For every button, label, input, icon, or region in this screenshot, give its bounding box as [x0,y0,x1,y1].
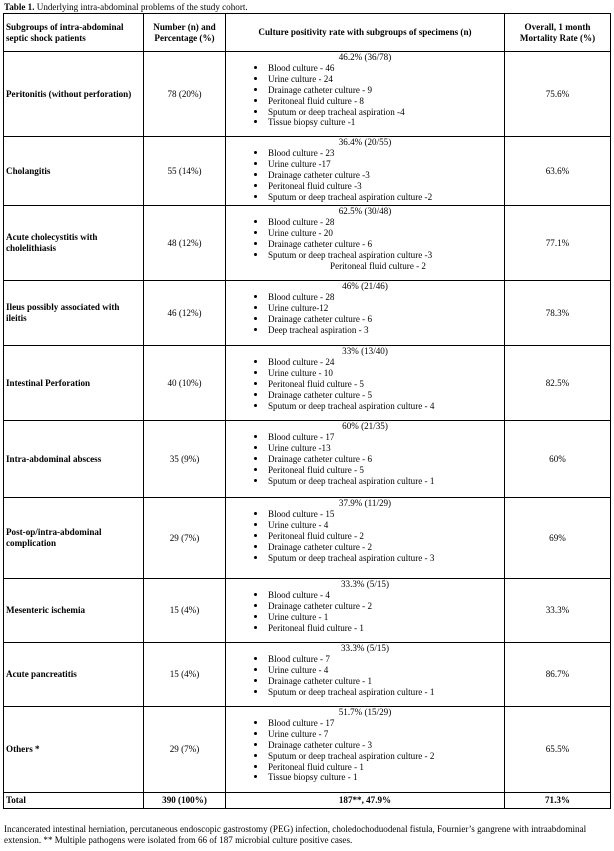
culture-item: Tissue biopsy culture -1 [254,117,502,128]
header-culture: Culture positivity rate with subgroups of specimens (n) [226,14,505,52]
total-number: 390 (100%) [144,793,226,809]
number-cell: 29 (7%) [144,707,226,793]
culture-item: Urine culture - 1 [254,612,502,623]
culture-item: Urine culture - 4 [254,520,502,531]
table-caption [4,2,248,13]
culture-rate: 60% (21/35) [342,421,388,431]
culture-rate: 33.3% (5/15) [341,579,389,589]
total-culture: 187**, 47.9% [226,793,505,809]
subgroup-cell: Cholangitis [4,137,144,206]
culture-item: Sputum or deep tracheal aspiration culture - 3 [254,553,502,564]
mortality-cell: 82.5% [505,346,611,421]
culture-list [228,292,502,336]
culture-item: Sputum or deep tracheal aspiration culture - 2 [254,751,502,762]
number-cell: 78 (20%) [144,52,226,137]
culture-list [228,148,502,203]
culture-item: Drainage catheter culture - 5 [254,390,502,401]
mortality-cell: 78.3% [505,281,611,346]
culture-item: Blood culture - 4 [254,590,502,601]
culture-item: Urine culture - 24 [254,74,502,85]
culture-item: Peritoneal fluid culture -3 [254,181,502,192]
table-row [4,206,611,281]
culture-rate: 62.5% (30/48) [338,206,392,216]
subgroup-cell: Intra-abdominal abscess [4,421,144,498]
culture-item-extra: Peritoneal fluid culture - 2 [330,260,426,271]
culture-item: Drainage catheter culture - 6 [254,239,502,250]
mortality-cell: 69% [505,498,611,579]
culture-item: Peritoneal fluid culture - 1 [254,762,502,773]
culture-item: Sputum or deep tracheal aspiration culture - 4 [254,401,502,412]
subgroup-cell: Ileus possibly associated with ileitis [4,281,144,346]
number-cell: 46 (12%) [144,281,226,346]
culture-item: Drainage catheter culture - 2 [254,542,502,553]
culture-item: Blood culture - 17 [254,432,502,443]
culture-item: Blood culture - 24 [254,357,502,368]
culture-rate: 51.7% (15/29) [338,707,392,717]
culture-cell [226,206,505,281]
table-row [4,498,611,579]
culture-list [228,654,502,698]
culture-rate: 33% (13/40) [342,346,388,356]
culture-item: Sputum or deep tracheal aspiration culture - 1 [254,687,502,698]
culture-list [228,718,502,783]
culture-rate: 46% (21/46) [342,281,388,291]
culture-item: Urine culture -17 [254,159,502,170]
mortality-cell: 75.6% [505,52,611,137]
culture-item: Blood culture - 17 [254,718,502,729]
culture-list [228,63,502,128]
table-row [4,421,611,498]
culture-item: Urine culture -13 [254,443,502,454]
subgroup-cell: Intestinal Perforation [4,346,144,421]
table-row [4,346,611,421]
total-row [4,793,611,809]
culture-item: Drainage catheter culture -3 [254,170,502,181]
total-mortality: 71.3% [505,793,611,809]
culture-item: Blood culture - 28 [254,217,502,228]
mortality-cell: 77.1% [505,206,611,281]
culture-item: Urine culture - 20 [254,228,502,239]
footnote: Incancerated intestinal herniation, percutaneous endoscopic gastrostomy (PEG) infection, choledochoduodenal fistula, Fournier’s gangrene with intraabdominal extension. ** Multiple pathogens were isolated from 66 of 187 microbial culture positive cases. [4,824,587,845]
culture-item: Urine culture - 7 [254,729,502,740]
table-row [4,643,611,707]
culture-item: Urine culture-12 [254,303,502,314]
culture-cell [226,281,505,346]
culture-cell [226,137,505,206]
culture-cell [226,643,505,707]
culture-item: Peritoneal fluid culture - 5 [254,379,502,390]
culture-item: Peritoneal fluid culture - 2 [254,531,502,542]
subgroup-cell: Peritonitis (without perforation) [4,52,144,137]
culture-item: Drainage catheter culture - 1 [254,676,502,687]
mortality-cell: 63.6% [505,137,611,206]
mortality-cell: 65.5% [505,707,611,793]
culture-item: Blood culture - 7 [254,654,502,665]
subgroup-cell: Others * [4,707,144,793]
subgroup-cell: Acute cholecystitis with cholelithiasis [4,206,144,281]
culture-list [228,432,502,487]
culture-item: Drainage catheter culture - 6 [254,454,502,465]
mortality-cell: 86.7% [505,643,611,707]
culture-list [228,357,502,412]
subgroup-cell: Post-op/intra-abdominal complication [4,498,144,579]
number-cell: 15 (4%) [144,643,226,707]
culture-item: Peritoneal fluid culture - 5 [254,465,502,476]
culture-list [228,217,502,272]
total-label: Total [4,793,144,809]
culture-cell [226,346,505,421]
culture-item: Sputum or deep tracheal aspiration -4 [254,107,502,118]
culture-list [228,590,502,634]
culture-item: Blood culture - 15 [254,509,502,520]
culture-cell [226,579,505,643]
culture-list [228,509,502,564]
number-cell: 40 (10%) [144,346,226,421]
culture-item: Blood culture - 46 [254,63,502,74]
culture-item: Deep tracheal aspiration - 3 [254,325,502,336]
table-row [4,707,611,793]
culture-rate: 37.9% (11/29) [338,498,392,508]
culture-item: Drainage catheter culture - 6 [254,314,502,325]
culture-item: Sputum or deep tracheal aspiration culture -3 [254,250,502,261]
header-number: Number (n) and Percentage (%) [144,14,226,52]
table-body [4,52,611,809]
table-row [4,281,611,346]
culture-cell [226,498,505,579]
number-cell: 55 (14%) [144,137,226,206]
culture-item: Peritoneal fluid culture - 1 [254,623,502,634]
culture-rate: 36.4% (20/55) [338,137,392,147]
table-row [4,52,611,137]
culture-cell [226,52,505,137]
caption-text: Underlying intra-abdominal problems of the study cohort. [34,2,248,12]
caption-label: Table 1. [4,2,35,12]
culture-item: Drainage catheter culture - 2 [254,601,502,612]
header-row [4,14,611,52]
culture-item: Urine culture - 4 [254,665,502,676]
number-cell: 35 (9%) [144,421,226,498]
culture-rate: 46.2% (36/78) [338,52,392,62]
culture-item: Blood culture - 23 [254,148,502,159]
culture-item: Drainage catheter culture - 3 [254,740,502,751]
mortality-cell: 60% [505,421,611,498]
culture-item: Sputum or deep tracheal aspiration culture -2 [254,192,502,203]
header-subgroup: Subgroups of intra-abdominal septic shock patients [4,14,144,52]
subgroup-cell: Acute pancreatitis [4,643,144,707]
culture-item: Tissue biopsy culture - 1 [254,772,502,783]
culture-cell [226,707,505,793]
number-cell: 29 (7%) [144,498,226,579]
number-cell: 48 (12%) [144,206,226,281]
table-row [4,579,611,643]
culture-rate: 33.3% (5/15) [341,643,389,653]
header-mortality: Overall, 1 month Mortality Rate (%) [505,14,611,52]
cohort-table [3,13,611,809]
mortality-cell: 33.3% [505,579,611,643]
culture-item: Drainage catheter culture - 9 [254,85,502,96]
subgroup-cell: Mesenteric ischemia [4,579,144,643]
culture-item: Sputum or deep tracheal aspiration culture - 1 [254,476,502,487]
culture-item: Urine culture - 10 [254,368,502,379]
culture-item: Blood culture - 28 [254,292,502,303]
table-row [4,137,611,206]
culture-item: Peritoneal fluid culture - 8 [254,96,502,107]
culture-cell [226,421,505,498]
number-cell: 15 (4%) [144,579,226,643]
